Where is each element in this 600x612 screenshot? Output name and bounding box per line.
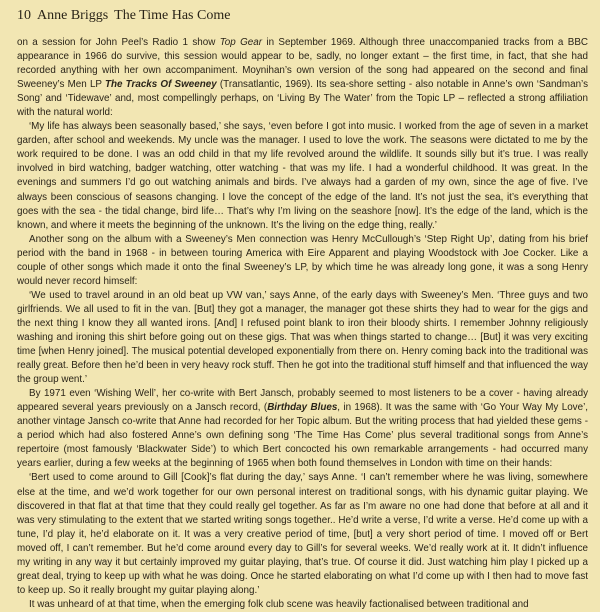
text-run: Another song on the album with a Sweeney’s Men connection was Henry McCullough’s ‘Step Right Up’, dating from his brief period with the band in 1968 - in between touring America with Eire Apparent and playing Woodstock with Joe Cocker. Like a couple of other songs which made it onto the final Sweeney’s LP, by which time he was already long gone, it was a song Henry would never record himself:: [17, 233, 588, 287]
text-run: ‘Bert used to come around to Gill [Cook]’s flat during the day,’ says Anne. ‘I can’t remember where he was living, somewhere else at the time, and we’d work together for our own personal interest on traditional songs, with his dynamic guitar playing. We discovered in that flat at that time that they could really gel together. As far as I’m aware no one had done that before at all and it was very stimulating to the extent that we started writing songs together.. He’d write a verse, I’d write a verse. He’d come up with a tune, I’d play it, he’d elaborate on it. It was a very creative period of time, [but] a very short period of time. I moved off or Bert moved off, I can’t remember. But he’d come around every day to Gill’s for several weeks. We’d really work at it. It didn’t influence my writing in any way it but certainly improved my guitar playing, that’s true. Of course it did. Just watching him play I picked up a great deal, trying to keep up with what he was doing. Once he started elaborating on what I’d come up with I then had to move fast to keep up. So it really brought my guitar playing along.’: [17, 472, 588, 596]
text-run: (Transatlantic, 1969). Its sea-shore setting - also notable in Anne’s own ‘Sandman’s Song’ and ‘Tidewave’ and, most compellingly perhaps, on ‘Living By The Water’ from the Topic LP – reflected a strong affiliation with the natural world:: [17, 79, 588, 119]
paragraph: [17, 36, 588, 120]
paragraph: [17, 387, 588, 471]
paragraph: [17, 471, 588, 597]
text-run: ‘My life has always been seasonally based,’ she says, ‘even before I got into music. I worked from the age of seven in a market garden, after school and weekends. My uncle was the manager. I used to love the work. The seasons were dictated to me by the work required to be done. I was an odd child in that my life revolved around the wildlife. It sounds silly but it’s true. I was really involved in bird watching, badger watching, otter watching - that was my life. I had a wonderful childhood. It was great. In the evenings and summers I’d go out watching animals and birds. I’ve always had a garden of my own, since the age of five. I’ve always been conscious of seasons changing. I love the concept of the edge of the land. It’s not just the sea, it’s everything that goes with the sea - the tidal change, bird life… That’s why I’m living on the seashore [now]. It’s the edge of the land, which is the known, and where it meets the beginning of the unknown. It’s the living on the edge thing, really.’: [17, 121, 588, 231]
text-run: on a session for John Peel’s Radio 1 show: [17, 37, 220, 48]
text-run: in September 1969. Although three unaccompanied tracks from a BBC appearance in 1966 do survive, this session would appear to be, sadly, no longer extant – the first time, in fact, that she had recorded anything with her own accompaniment. Moynihan’s own version of the song had appeared on the second and final Sweeney’s Men LP: [17, 37, 588, 91]
article-body: [17, 36, 588, 612]
italic-title: Top Gear: [219, 37, 263, 48]
text-run: By 1971 even ‘Wishing Well’, her co-write with Bert Jansch, probably seemed to most listeners to be a cover - having already appeared several years previously on a Jansch record, (: [17, 388, 588, 414]
text-run: It was unheard of at that time, when the emerging folk club scene was heavily factionalised between traditional and: [29, 598, 529, 610]
header-album-title: The Time Has Come: [114, 8, 231, 23]
text-run: , in 1968). It was the same with ‘Go Your Way My Love’, another vintage Jansch co-write that Anne had recorded for her Topic album. But the writing process that had yielded these gems - a period which had also fostered Anne’s own defining song ‘The Time Has Come’ plus several traditional songs from Anne’s repertoire (most famously ‘Blackwater Side’) to which Bert concocted his own remarkable arrangements - had occurred many years earlier, during a few weeks at the beginning of 1965 when both found themselves in London with time on their hands:: [17, 402, 588, 470]
paragraph: [17, 120, 588, 232]
bold-italic-title: The Tracks Of Sweeney: [105, 79, 217, 91]
running-header: [17, 8, 588, 30]
paragraph: [17, 289, 588, 387]
paragraph: [17, 233, 588, 289]
bold-italic-title: Birthday Blues: [267, 402, 338, 414]
page-number: 10: [17, 8, 31, 23]
header-author: Anne Briggs: [37, 8, 109, 23]
text-run: ‘We used to travel around in an old beat up VW van,’ says Anne, of the early days with Sweeney’s Men. ‘Three guys and two girlfriends. We all used to fit in the van. [But] they got a manager, the manager got these shirts they had to wear for the gigs and the next thing I know they all wanted irons. [And] I refused point blank to iron their bloody shirts. I remember Johnny religiously washing and ironing this shirt before going out on these gigs. That was when things started to change… [But] it was very exciting time [when Henry joined]. The musical potential developed exponentially from there on. Henry coming back into the traditional was really great. Before then he’d been in very heavy rock stuff. Then he got into the traditional stuff himself and that influenced the way the group went.’: [17, 289, 588, 386]
